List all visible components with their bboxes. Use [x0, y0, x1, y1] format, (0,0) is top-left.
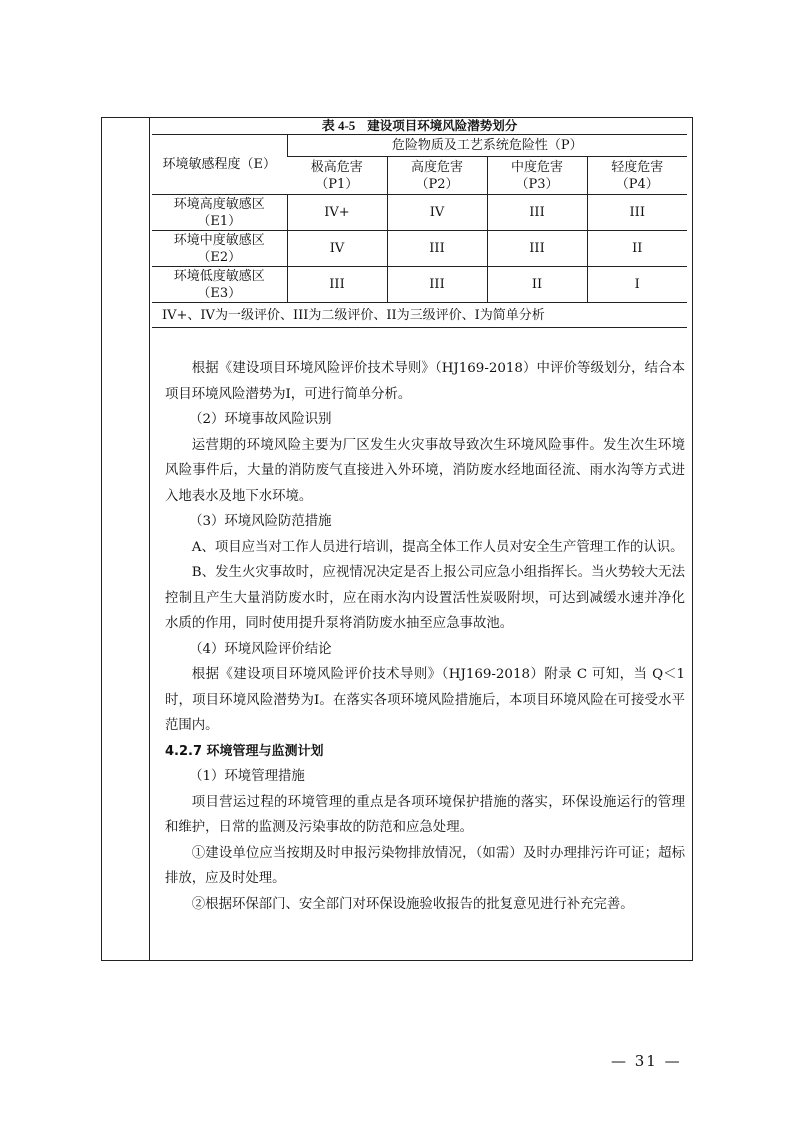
- column-header-p1: 极高危害 （P1）: [287, 157, 387, 195]
- table-note: IV+、IV为一级评价、III为二级评价、II为三级评价、I为简单分析: [152, 303, 687, 328]
- frame-divider: [149, 118, 150, 960]
- column-header-p4: 轻度危害 （P4）: [587, 157, 687, 195]
- row-label-e3: 环境低度敏感区 （E3）: [152, 267, 287, 303]
- paragraph: A、项目应当对工作人员进行培训，提高全体工作人员对安全生产管理工作的认识。: [191, 539, 684, 555]
- cell: I: [587, 267, 687, 303]
- body-text: [165, 356, 685, 917]
- cell: III: [387, 231, 487, 267]
- cell: II: [487, 267, 587, 303]
- cell: IV+: [287, 195, 387, 231]
- page-number: — 31 —: [611, 1052, 682, 1070]
- cell: IV: [387, 195, 487, 231]
- paragraph: B、发生火灾事故时，应视情况决定是否上报公司应急小组指挥长。当火势较大无法控制且产生大量消防废水时，应在雨水沟内设置活性炭吸附坝，可达到减缓水速并净化水质的作用，同时使用提升泵将消防废水抽至应急事故池。: [165, 565, 685, 631]
- column-header-p2: 高度危害 （P2）: [387, 157, 487, 195]
- paragraph: 根据《建设项目环境风险评价技术导则》（HJ169-2018）中评价等级划分，结合本项目环境风险潜势为I，可进行简单分析。: [165, 361, 685, 402]
- risk-table: [152, 134, 687, 328]
- table-note-row: [152, 303, 687, 328]
- table-number: 表 4-5: [321, 118, 356, 133]
- subheading: （4）环境风险评价结论: [189, 641, 332, 657]
- cell: III: [287, 267, 387, 303]
- subheading: （2）环境事故风险识别: [189, 412, 332, 427]
- cell: III: [487, 195, 587, 231]
- paragraph: 根据《建设项目环境风险评价技术导则》（HJ169-2018）附录 C 可知，当 Q＜1 时，项目环境风险潜势为I。在落实各项环境风险措施后，本项目环境风险在可接受水平范围内。: [165, 667, 685, 733]
- cell: III: [387, 267, 487, 303]
- paragraph: 运营期的环境风险主要为厂区发生火灾事故导致次生环境风险事件。发生次生环境风险事件后，大量的消防废气直接进入外环境，消防废水经地面径流、雨水沟等方式进入地表水及地下水环境。: [165, 437, 685, 504]
- table-row: [152, 195, 687, 231]
- paragraph: ①建设单位应当按期及时申报污染物排放情况，（如需）及时办理排污许可证；超标排放，应及时处理。: [165, 845, 685, 886]
- header-group: 危险物质及工艺系统危险性（P）: [287, 135, 687, 157]
- cell: III: [587, 195, 687, 231]
- column-header-p3: 中度危害 （P3）: [487, 157, 587, 195]
- paragraph: ②根据环保部门、安全部门对环保设施验收报告的批复意见进行补充完善。: [191, 896, 634, 912]
- section-heading: 4.2.7 环境管理与监测计划: [165, 743, 324, 759]
- subheading: （1）环境管理措施: [189, 769, 305, 784]
- cell: III: [487, 231, 587, 267]
- row-label-e2: 环境中度敏感区 （E2）: [152, 231, 287, 267]
- table-title-text: 建设项目环境风险潜势划分: [367, 118, 518, 133]
- table-row: [152, 231, 687, 267]
- row-label-e1: 环境高度敏感区 （E1）: [152, 195, 287, 231]
- header-row-label: 环境敏感程度（E）: [152, 135, 287, 195]
- table-row: [152, 267, 687, 303]
- subheading: （3）环境风险防范措施: [189, 514, 332, 529]
- cell: II: [587, 231, 687, 267]
- table-block: [152, 117, 687, 328]
- table-title: [152, 118, 687, 134]
- paragraph: 项目营运过程的环境管理的重点是各项环境保护措施的落实，环保设施运行的管理和维护，日常的监测及污染事故的防范和应急处理。: [165, 794, 685, 835]
- cell: IV: [287, 231, 387, 267]
